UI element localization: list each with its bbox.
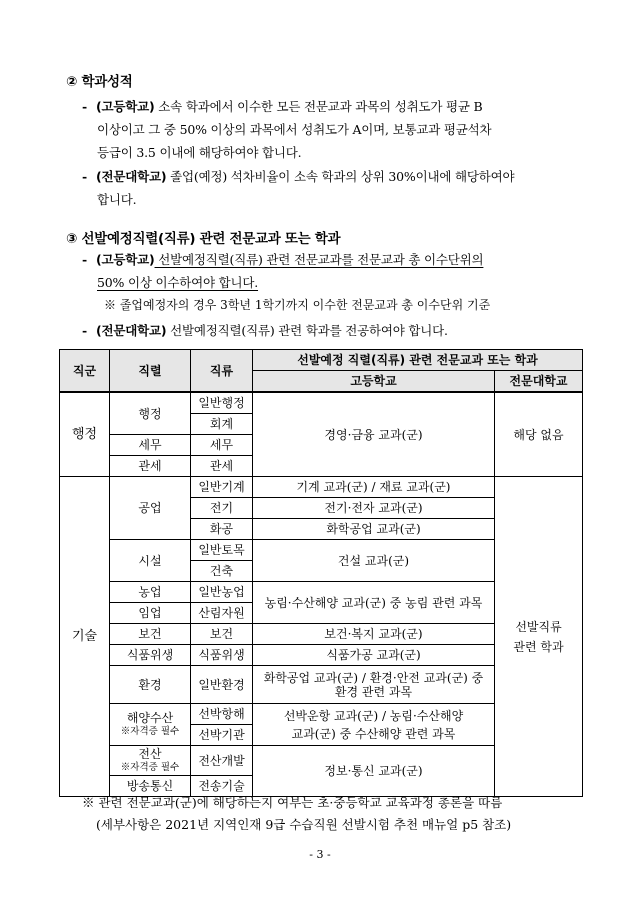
cell-ryu: 일반농업 [191, 582, 253, 603]
footnote: ※ 관련 전문교과(군)에 해당하는지 여부는 초·중등학교 교육과정 총론을 따름 (세부사항은 2021년 지역인재 9급 수습직원 선발시험 추천 매뉴얼 p5 참조) [82, 795, 512, 832]
cell-highschool: 화학공업 교과(군) [253, 519, 495, 540]
cell-gun-admin: 행정 [60, 392, 110, 477]
cell-highschool: 건설 교과(군) [253, 540, 495, 582]
cell-ryu: 세무 [191, 435, 253, 456]
cell-ryu: 일반환경 [191, 666, 253, 704]
dash-bullet: - [82, 169, 87, 184]
header-highschool: 고등학교 [253, 371, 495, 393]
cell-highschool: 정보·통신 교과(군) [253, 746, 495, 797]
table-row [60, 477, 583, 498]
cell-ryu: 전산개발 [191, 746, 253, 776]
cell-ryu: 건축 [191, 561, 253, 582]
cell-highschool: 경영·금융 교과(군) [253, 392, 495, 477]
header-gun: 직군 [60, 350, 110, 393]
cell-highschool: 전기·전자 교과(군) [253, 498, 495, 519]
cell-ryeol: 환경 [110, 666, 191, 704]
cell-ryeol: 관세 [110, 456, 191, 477]
cell-ryeol: 식품위생 [110, 645, 191, 666]
item-college-subjects: - (전문대학교) 선발예정직렬(직류) 관련 학과를 전공하여야 합니다. [82, 319, 582, 342]
cell-ryu: 보건 [191, 624, 253, 645]
cell-college-tech: 선발직류 관련 학과 [495, 477, 583, 797]
job-subjects-table [59, 349, 583, 797]
cell-ryu: 전기 [191, 498, 253, 519]
cell-highschool: 기계 교과(군) / 재료 교과(군) [253, 477, 495, 498]
cell-ryu: 화공 [191, 519, 253, 540]
section-title-related-subjects: ③ 선발예정직렬(직류) 관련 전문교과 또는 학과 [66, 231, 341, 247]
cell-ryeol: 임업 [110, 603, 191, 624]
header-college: 전문대학교 [495, 371, 583, 393]
cell-ryeol: 해양수산 ※자격증 필수 [110, 704, 191, 746]
cell-ryu: 전송기술 [191, 776, 253, 797]
cell-ryu: 식품위생 [191, 645, 253, 666]
cell-ryu: 일반토목 [191, 540, 253, 561]
cell-ryeol: 보건 [110, 624, 191, 645]
graduate-note: ※ 졸업예정자의 경우 3학년 1학기까지 이수한 전문교과 총 이수단위 기준 [104, 298, 491, 312]
header-ryeol: 직렬 [110, 350, 191, 393]
cell-highschool: 화학공업 교과(군) / 환경·안전 교과(군) 중 환경 관련 과목 [253, 666, 495, 704]
cell-highschool: 식품가공 교과(군) [253, 645, 495, 666]
cell-ryu: 산림자원 [191, 603, 253, 624]
cell-gun-tech: 기술 [60, 477, 110, 797]
cell-ryeol: 방송통신 [110, 776, 191, 797]
cell-ryeol: 전산 ※자격증 필수 [110, 746, 191, 776]
cell-highschool: 선박운항 교과(군) / 농림·수산해양 교과(군) 중 수산해양 관련 과목 [253, 704, 495, 746]
cell-ryu: 선박기관 [191, 725, 253, 746]
cell-ryeol: 농업 [110, 582, 191, 603]
item-highschool-grades: - (고등학교) 소속 학과에서 이수한 모든 전문교과 과목의 성취도가 평균 B 이상이고 그 중 50% 이상의 과목에서 성취도가 A이며, 보통교과 평균석차 등급이 3.5 이내에 해당하여야 합니다. [82, 95, 582, 164]
section-title-grades: ② 학과성적 [66, 74, 133, 90]
item-college-grades: - (전문대학교) 졸업(예정) 석차비율이 소속 학과의 상위 30%이내에 해당하여야 합니다. [82, 165, 582, 211]
cell-ryu: 회계 [191, 414, 253, 435]
item-highschool-subjects: - (고등학교) 선발예정직렬(직류) 관련 전문교과를 전문교과 총 이수단위의 50% 이상 이수하여야 합니다. [82, 248, 582, 294]
page-number: - 3 - [309, 848, 331, 861]
table-row [60, 392, 583, 414]
cell-ryeol: 행정 [110, 392, 191, 435]
cell-ryu: 일반기계 [191, 477, 253, 498]
cell-ryu: 관세 [191, 456, 253, 477]
cell-highschool: 농림·수산해양 교과(군) 중 농림 관련 과목 [253, 582, 495, 624]
dash-bullet: - [82, 323, 87, 338]
cell-ryu: 일반행정 [191, 392, 253, 414]
dash-bullet: - [82, 252, 87, 267]
cell-ryeol: 시설 [110, 540, 191, 582]
cell-highschool: 보건·복지 교과(군) [253, 624, 495, 645]
cell-ryu: 선박항해 [191, 704, 253, 725]
header-ryu: 직류 [191, 350, 253, 393]
cell-ryeol: 세무 [110, 435, 191, 456]
dash-bullet: - [82, 99, 87, 114]
cell-ryeol: 공업 [110, 477, 191, 540]
cell-college: 해당 없음 [495, 392, 583, 477]
header-related: 선발예정 직렬(직류) 관련 전문교과 또는 학과 [253, 350, 583, 371]
